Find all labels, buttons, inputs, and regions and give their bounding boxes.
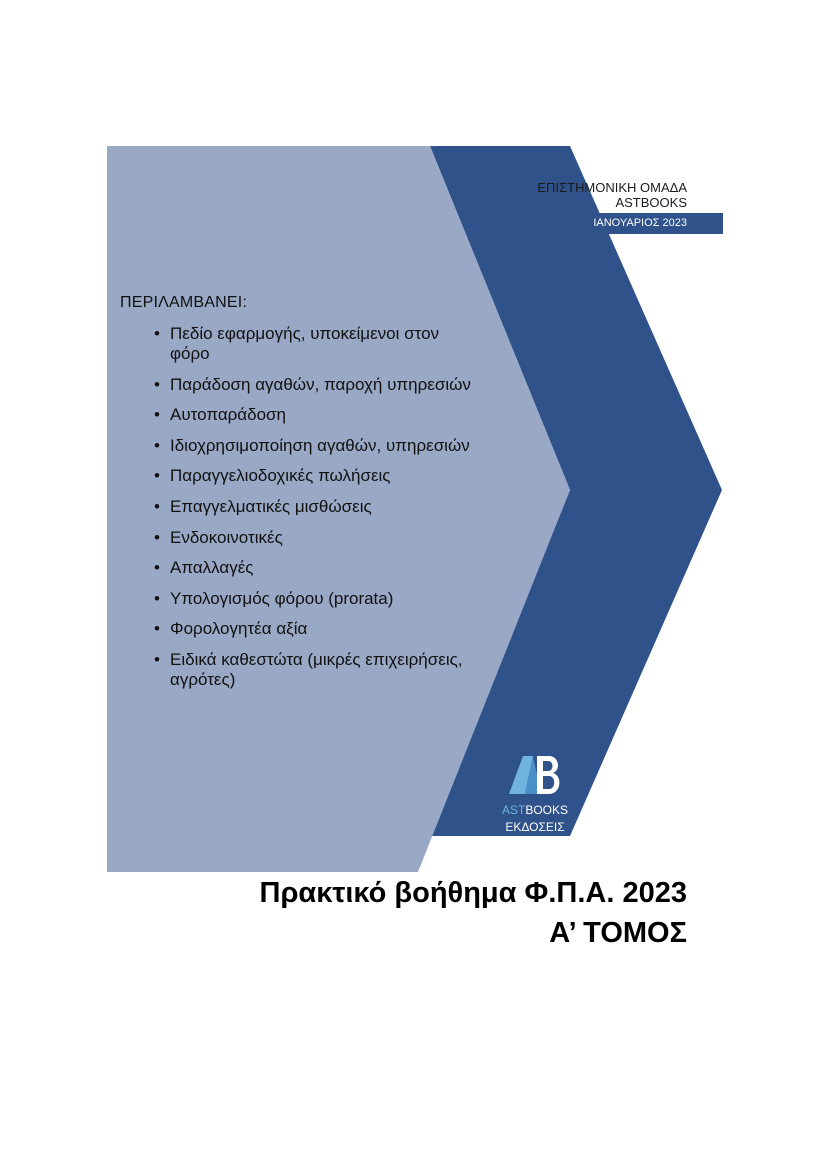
list-item: • Ειδικά καθεστώτα (μικρές επιχειρήσεις, αγρότες)	[146, 650, 476, 690]
book-title	[120, 873, 687, 953]
ab-logo-icon	[505, 752, 565, 796]
publisher-group-line1: ΕΠΙΣΤΗΜΟΝΙΚΗ ΟΜΑΔΑ	[537, 180, 687, 195]
list-item: • Επαγγελματικές μισθώσεις	[146, 497, 476, 517]
logo-subtitle: ΕΚΔΟΣΕΙΣ	[505, 820, 565, 834]
logo-brand-part1: AST	[501, 803, 526, 817]
header-block	[470, 180, 687, 210]
logo-brand	[495, 803, 575, 817]
contents-list	[146, 324, 476, 701]
list-item: • Φορολογητέα αξία	[146, 619, 476, 639]
publication-date: ΙΑΝΟΥΑΡΙΟΣ 2023	[593, 217, 687, 229]
list-item: • Αυτοπαράδοση	[146, 405, 476, 425]
list-item: • Υπολογισμός φόρου (prorata)	[146, 589, 476, 609]
list-item: • Ενδοκοινοτικές	[146, 528, 476, 548]
title-line2: Α’ ΤΟΜΟΣ	[549, 917, 687, 949]
list-item: • Παραγγελιοδοχικές πωλήσεις	[146, 466, 476, 486]
list-item: • Απαλλαγές	[146, 558, 476, 578]
list-item: • Πεδίο εφαρμογής, υποκείμενοι στον φόρο	[146, 324, 476, 364]
contents-heading: ΠΕΡΙΛΑΜΒΑΝΕΙ:	[120, 294, 248, 311]
logo-brand-part2: BOOKS	[525, 803, 569, 817]
list-item: • Ιδιοχρησιμοποίηση αγαθών, υπηρεσιών	[146, 436, 476, 456]
list-item: • Παράδοση αγαθών, παροχή υπηρεσιών	[146, 375, 476, 395]
title-line1: Πρακτικό βοήθημα Φ.Π.Α. 2023	[259, 877, 687, 909]
publisher-logo	[495, 752, 575, 834]
publisher-group-line2: ASTBOOKS	[615, 195, 687, 210]
date-band	[560, 213, 723, 234]
